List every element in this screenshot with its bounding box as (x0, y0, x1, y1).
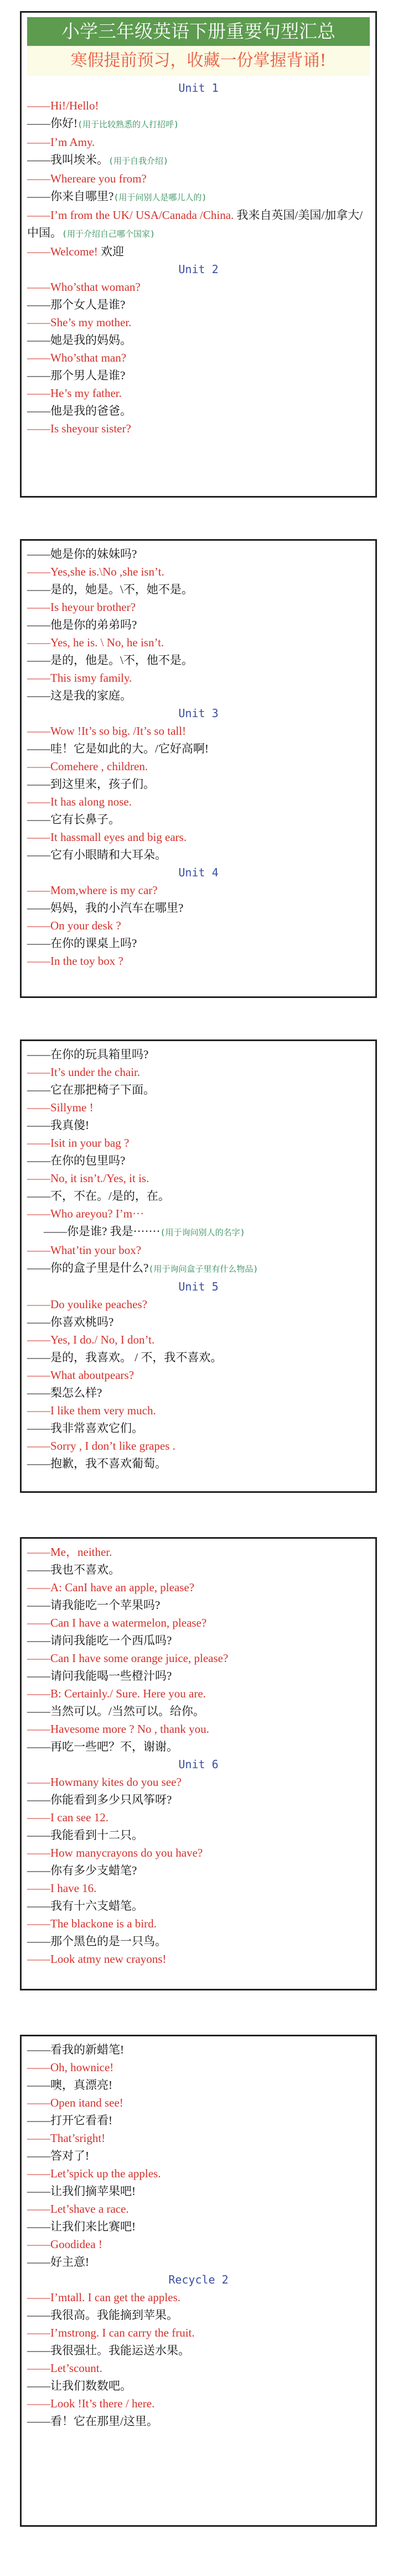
sentence-text: ——你好! (27, 117, 77, 130)
sentence-text: ——I have 16. (27, 1882, 97, 1895)
sentence-text: ——Can I have a watermelon, please? (27, 1616, 207, 1629)
sentence-text: ——请我能吃一个苹果吗? (27, 1598, 161, 1612)
sentence-line (22, 1915, 375, 1932)
sentence-text: ——A: CanI have an apple, please? (27, 1581, 195, 1594)
unit-heading: Unit 2 (178, 263, 219, 276)
sentence-line (22, 757, 375, 775)
sentence-line (22, 2288, 375, 2306)
sentence-line (22, 1205, 375, 1222)
sentence-line (22, 1667, 375, 1685)
card-lines (22, 1543, 375, 1968)
sentence-text: ——噢，真漂亮! (27, 2078, 112, 2092)
sentence-line (22, 1561, 375, 1579)
sentence-text: ——I can see 12. (27, 1811, 108, 1824)
sentence-text: ——你的盒子里是什么? (27, 1261, 149, 1274)
sentence-text: ——好主意! (27, 2255, 89, 2269)
sentence-line (22, 187, 375, 206)
sentence-line (22, 669, 375, 687)
sentence-line (22, 1950, 375, 1968)
sentence-line (22, 581, 375, 598)
sentence-text: ——He’s my father. (27, 386, 122, 400)
sentence-line (22, 331, 375, 349)
sentence-line (22, 384, 375, 402)
sentence-line (22, 2112, 375, 2129)
sentence-line (22, 651, 375, 669)
sentence-text: ——I’m Amy. (27, 135, 95, 149)
sentence-text: ——你喜欢桃吗? (27, 1315, 114, 1329)
sentence-line (22, 1402, 375, 1419)
sentence-text: ——In the toy box ? (27, 954, 123, 968)
sentence-line (22, 1384, 375, 1402)
sentence-line (22, 2058, 375, 2076)
sentence-line (22, 775, 375, 793)
sentence-text: ——她是你的妹妹吗? (27, 547, 137, 561)
sentence-text: ——你是谁? 我是······· (44, 1225, 161, 1238)
sentence-line (22, 1720, 375, 1738)
sentence-text: ——Welcome! (27, 245, 98, 258)
sentence-line (22, 1738, 375, 1755)
sentence-text: ——不，不在。/是的，在。 (27, 1189, 170, 1203)
sentence-line (22, 1134, 375, 1152)
sentence-text: ——在你的包里吗? (27, 1154, 126, 1167)
sentence-line (22, 2218, 375, 2235)
unit-heading: Unit 6 (178, 1758, 219, 1771)
sentence-line (22, 2359, 375, 2377)
sentence-text: ——Yes,she is.\No ,she isn’t. (27, 565, 164, 578)
sentence-text: ——Mom,where is my car? (27, 884, 158, 897)
usage-note: (用于问别人是哪儿人的) (113, 192, 207, 202)
sentence-text: ——我很高。我能摘到苹果。 (27, 2308, 178, 2322)
sentence-line (22, 1099, 375, 1116)
sentence-text: ——Comehere , children. (27, 760, 148, 773)
sentence-text: ——在你的课桌上吗? (27, 937, 137, 950)
sentence-text: ——I’m from the UK/ USA/Canada /China. (27, 208, 234, 222)
sentence-text: ——That’sright! (27, 2131, 106, 2145)
sentence-text: ——当然可以。/当然可以。给你。 (27, 1705, 205, 1718)
sentence-text: ——那个黑色的是一只鸟。 (27, 1935, 167, 1948)
sentence-text: ——I like them very much. (27, 1404, 156, 1417)
sentence-line (22, 1419, 375, 1437)
sentence-text: ——我也不喜欢。 (27, 1563, 120, 1576)
sentence-line (22, 1116, 375, 1134)
sentence-line (22, 1046, 375, 1063)
sentence-translation: 欢迎 (101, 245, 125, 258)
sentence-line (22, 1169, 375, 1187)
sentence-text: ——Can I have some orange juice, please? (27, 1652, 229, 1665)
card-lines (22, 97, 375, 437)
unit-heading: Unit 1 (178, 81, 219, 95)
sentence-text: ——它在那把椅子下面。 (27, 1083, 155, 1096)
sentence-line (22, 811, 375, 828)
sentence-text: ——Do youlike peaches? (27, 1298, 147, 1311)
sentence-text: ——他是你的弟弟吗? (27, 618, 137, 631)
sentence-line (22, 1187, 375, 1205)
sentence-line (22, 1063, 375, 1081)
card-4 (20, 1537, 377, 1990)
sentence-line (22, 1437, 375, 1455)
sentence-text: ——我叫埃米。 (27, 153, 108, 166)
usage-note: (用于比较熟悉的人打招呼) (77, 119, 179, 129)
sentence-text: ——到这里来，孩子们。 (27, 777, 155, 791)
sentence-line (22, 402, 375, 420)
sentence-line (22, 2076, 375, 2094)
sentence-line (22, 1259, 375, 1278)
sentence-text: ——Sillyme ! (27, 1101, 94, 1114)
sentence-line (22, 722, 375, 740)
sentence-line (22, 1331, 375, 1349)
sentence-line (22, 2094, 375, 2112)
sentence-text: ——你能看到多少只风筝呀? (27, 1793, 172, 1806)
sentence-text: ——我能看到十二只。 (27, 1828, 143, 1842)
sentence-text: ——It’s under the chair. (27, 1065, 141, 1079)
sentence-line (22, 1809, 375, 1826)
page-subtitle: 寒假提前预习，收藏一份掌握背诵! (27, 46, 370, 76)
sentence-text: ——Who’sthat man? (27, 351, 127, 364)
sentence-text: ——Let’spick up the apples. (27, 2167, 161, 2180)
sentence-line (22, 1241, 375, 1259)
card-lines (22, 2041, 375, 2430)
sentence-line (22, 1614, 375, 1632)
sentence-line (22, 793, 375, 811)
sentence-line (22, 114, 375, 133)
sentence-line (22, 1081, 375, 1099)
sentence-text: ——What aboutpears? (27, 1368, 135, 1382)
sentence-text: ——She’s my mother. (27, 316, 132, 329)
sentence-text: ——Havesome more ? No , thank you. (27, 1722, 209, 1736)
sentence-translation: 我来自英国/美国/加拿大/中国。 (27, 208, 363, 239)
sentence-line (22, 1349, 375, 1366)
sentence-line (22, 846, 375, 864)
sentence-text: ——Wow !It’s so big. /It’s so tall! (27, 724, 187, 738)
sentence-line (22, 828, 375, 846)
sentence-text: ——哇！它是如此的大。/它好高啊! (27, 742, 209, 755)
sentence-text: ——它有小眼睛和大耳朵。 (27, 848, 167, 861)
sentence-line (22, 1366, 375, 1384)
sentence-text: ——看我的新蜡笔! (27, 2043, 124, 2056)
sentence-line (22, 1844, 375, 1862)
sentence-text: ——我非常喜欢它们。 (27, 1422, 143, 1435)
sentence-line (22, 1222, 375, 1241)
sentence-text: ——How manycrayons do you have? (27, 1846, 203, 1859)
sentence-line (22, 1649, 375, 1667)
sentence-line (22, 1897, 375, 1915)
sentence-line (22, 133, 375, 151)
sentence-text: ——Oh, hownice! (27, 2061, 114, 2074)
sentence-line (22, 1879, 375, 1897)
sentence-line (22, 899, 375, 917)
sentence-text: ——It hassmall eyes and big ears. (27, 830, 187, 844)
sentence-text: ——让我们摘苹果吧! (27, 2185, 136, 2198)
sentence-text: ——请问我能喝一些橙汁吗? (27, 1669, 172, 1683)
sentence-text: ——在你的玩具箱里吗? (27, 1048, 149, 1061)
sentence-line (22, 952, 375, 970)
sentence-line (22, 1702, 375, 1720)
card-lines (22, 545, 375, 970)
sentence-line (22, 563, 375, 581)
sentence-line (22, 2041, 375, 2058)
sentence-line (22, 367, 375, 384)
sentence-text: ——妈妈，我的小汽车在哪里? (27, 901, 184, 915)
sentence-line (22, 1455, 375, 1472)
sentence-text: ——Is sheyour sister? (27, 422, 131, 435)
page-title: 小学三年级英语下册重要句型汇总 (27, 17, 370, 46)
sentence-text: ——这是我的家庭。 (27, 689, 132, 702)
sentence-text: ——你来自哪里? (27, 190, 114, 203)
sentence-line (22, 634, 375, 651)
unit-heading: Recycle 2 (168, 2273, 229, 2286)
unit-heading: Unit 5 (178, 1280, 219, 1293)
sentence-line (22, 2253, 375, 2271)
sentence-line (22, 2165, 375, 2182)
sentence-line (22, 1826, 375, 1844)
sentence-line (22, 1152, 375, 1169)
sentence-text: ——他是我的爸爸。 (27, 404, 132, 417)
sentence-text: ——是的，他是。\不，他不是。 (27, 654, 193, 667)
sentence-line (22, 1632, 375, 1649)
sentence-text: ——Look atmy new crayons! (27, 1952, 167, 1966)
sentence-line (22, 2324, 375, 2342)
sentence-line (22, 598, 375, 616)
sentence-text: ——让我们数数吧。 (27, 2379, 132, 2392)
sentence-text: ——打开它看看! (27, 2114, 112, 2127)
usage-note: (用于介绍自己哪个国家) (62, 229, 156, 239)
unit-heading: Unit 3 (178, 707, 219, 720)
sentence-text: ——她是我的妈妈。 (27, 333, 132, 347)
sentence-line (22, 296, 375, 313)
sentence-text: ——I’mtall. I can get the apples. (27, 2291, 180, 2304)
sentence-line (22, 740, 375, 757)
card-1 (20, 11, 377, 498)
sentence-line (22, 1596, 375, 1614)
card-5 (20, 2035, 377, 2527)
sentence-text: ——Let’shave a race. (27, 2202, 129, 2216)
sentence-line (22, 2306, 375, 2324)
sentence-line (22, 243, 375, 260)
sentence-line (22, 934, 375, 952)
sentence-text: ——是的，我喜欢。 / 不，我不喜欢。 (27, 1351, 223, 1364)
sentence-text: ——B: Certainly./ Sure. Here you are. (27, 1687, 206, 1700)
sentence-text: ——Who’sthat woman? (27, 280, 141, 294)
sentence-line (22, 2412, 375, 2430)
usage-note: (用于自我介绍) (108, 156, 169, 166)
sentence-line (22, 881, 375, 899)
sentence-text: ——我真傻! (27, 1119, 89, 1132)
sentence-line (22, 545, 375, 563)
sentence-line (22, 2377, 375, 2395)
sentence-text: ——梨怎么样? (27, 1386, 102, 1399)
sentence-text: ——I’mstrong. I can carry the fruit. (27, 2326, 195, 2339)
sentence-line (22, 2129, 375, 2147)
sentence-line (22, 2147, 375, 2165)
sentence-line (22, 917, 375, 934)
sentence-line (22, 349, 375, 367)
sentence-line (22, 1313, 375, 1331)
unit-heading: Unit 4 (178, 866, 219, 879)
sentence-text: ——请问我能吃一个西瓜吗? (27, 1634, 172, 1647)
sentence-text: ——抱歉，我不喜欢葡萄。 (27, 1457, 167, 1470)
sentence-text: ——是的，她是。\不，她不是。 (27, 583, 193, 596)
sentence-line (22, 2235, 375, 2253)
sentence-text: ——On your desk ? (27, 919, 121, 932)
sentence-line (22, 1543, 375, 1561)
sentence-line (22, 1791, 375, 1809)
sentence-line (22, 278, 375, 296)
sentence-line (22, 1579, 375, 1596)
sentence-text: ——Is heyour brother? (27, 600, 136, 614)
sentence-text: ——Who areyou? I’m··· (27, 1207, 144, 1220)
sentence-line (22, 1862, 375, 1879)
sentence-text: ——我很强壮。我能运送水果。 (27, 2344, 190, 2357)
sentence-text: ——那个女人是谁? (27, 298, 126, 311)
usage-note: (用于询问别人的名字) (160, 1227, 245, 1237)
sentence-line (22, 2182, 375, 2200)
sentence-text: ——Sorry , I don’t like grapes . (27, 1439, 175, 1452)
sentence-text: ——那个男人是谁? (27, 369, 126, 382)
sentence-text: ——Howmany kites do you see? (27, 1775, 182, 1789)
sentence-text: ——看！它在那里/这里。 (27, 2415, 158, 2428)
sentence-text: ——它有长鼻子。 (27, 813, 120, 826)
card-3 (20, 1039, 377, 1493)
sentence-text: ——Let’scount. (27, 2361, 102, 2375)
sentence-text: ——The blackone is a bird. (27, 1917, 157, 1930)
sentence-text: ——This ismy family. (27, 671, 132, 685)
sentence-line (22, 2395, 375, 2412)
sentence-line (22, 313, 375, 331)
sentence-line (22, 2200, 375, 2218)
sentence-text: ——Whereare you from? (27, 172, 147, 185)
sentence-text: ——What’tin your box? (27, 1243, 142, 1257)
sentence-line (22, 1773, 375, 1791)
sentence-text: ——你有多少支蜡笔? (27, 1864, 137, 1877)
card-lines (22, 1046, 375, 1472)
sentence-line (22, 170, 375, 187)
sentence-text: ——Hi!/Hello! (27, 99, 99, 112)
sentence-text: ——Yes, he is. \ No, he isn’t. (27, 636, 164, 649)
sentence-text: ——Me，neither. (27, 1545, 112, 1559)
sentence-line (22, 97, 375, 114)
sentence-text: ——答对了! (27, 2149, 89, 2162)
sentence-text: ——我有十六支蜡笔。 (27, 1899, 143, 1913)
sentence-text: ——让我们来比赛吧! (27, 2220, 136, 2233)
sentence-line (22, 2342, 375, 2359)
sentence-line (22, 151, 375, 170)
sentence-line (22, 1685, 375, 1702)
sentence-text: ——Open itand see! (27, 2096, 123, 2109)
sentence-line (22, 1295, 375, 1313)
sentence-text: ——Goodidea ! (27, 2238, 102, 2251)
usage-note: (用于询问盒子里有什么物品) (148, 1264, 259, 1274)
sentence-line (22, 1932, 375, 1950)
sentence-text: ——It has along nose. (27, 795, 132, 808)
card-2 (20, 539, 377, 998)
sentence-text: ——Isit in your bag ? (27, 1136, 130, 1149)
sentence-line (22, 206, 375, 243)
sentence-line (22, 687, 375, 704)
sentence-line (22, 420, 375, 437)
sentence-line (22, 616, 375, 634)
sentence-text: ——No, it isn’t./Yes, it is. (27, 1172, 149, 1185)
sentence-text: ——Look !It’s there / here. (27, 2397, 155, 2410)
sentence-text: ——Yes, I do./ No, I don’t. (27, 1333, 155, 1346)
sentence-text: ——再吃一些吧？不，谢谢。 (27, 1740, 178, 1753)
